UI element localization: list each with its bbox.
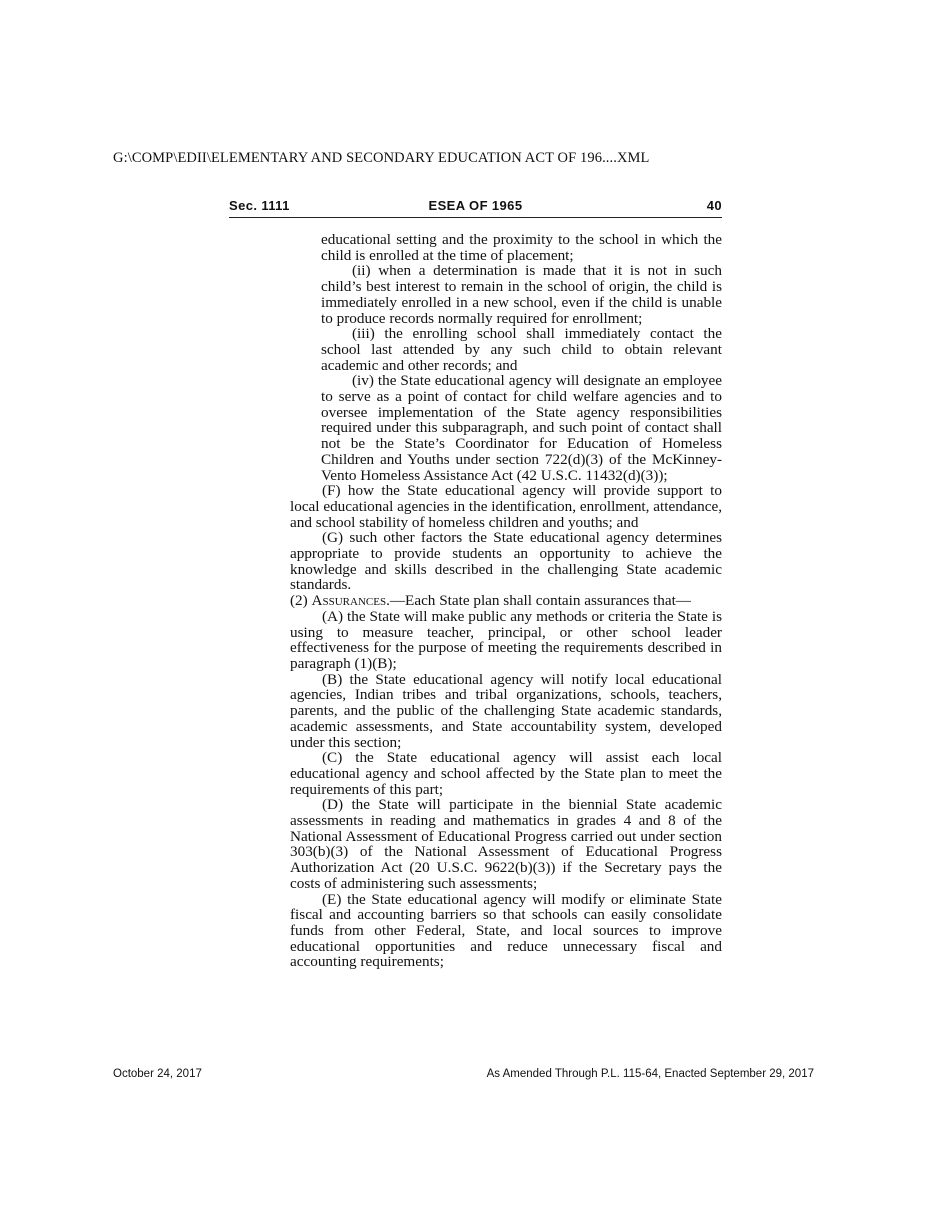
clause-iv: (iv) the State educational agency will designate an employee to serve as a point of contact for child welfare agencies and to oversee implementation of the State agency responsibilities required under this subparagraph, and such point of contact shall not be the State’s Coordinator for Education of Homeless Children and Youths under section 722(d)(3) of the McKinney-Vento Homeless Assistance Act (42 U.S.C. 11432(d)(3)); bbox=[321, 372, 722, 484]
subparagraph-c: (C) the State educational agency will assist each local educational agency and school affected by the State plan to meet the requirements of this part; bbox=[290, 749, 722, 798]
clause-ii: (ii) when a determination is made that it is not in such child’s best interest to remain in the school of origin, the child is immediately enrolled in a new school, even if the child is unable to produce records normally required for enrollment; bbox=[321, 262, 722, 327]
subparagraph-e: (E) the State educational agency will modify or eliminate State fiscal and accounting barriers so that schools can easily consolidate funds from other Federal, State, and local sources to improve educational opportunities and reduce unnecessary fiscal and accounting requirements; bbox=[290, 890, 722, 971]
paragraph-continuation: educational setting and the proximity to the school in which the child is enrolled at the time of placement; bbox=[321, 231, 722, 264]
subparagraph-d: (D) the State will participate in the biennial State academic assessments in reading and mathematics in grades 4 and 8 of the National Assessment of Educational Progress carried out under section 303(b)(3) of the National Assessment of Educational Progress Authorization Act (20 U.S.C. 9622(b)(3)) if the Secretary pays the costs of administering such assessments; bbox=[290, 796, 722, 892]
subparagraph-g: (G) such other factors the State educational agency determines appropriate to provide students an opportunity to achieve the knowledge and skills described in the challenging State academic standards. bbox=[290, 529, 722, 594]
paragraph-heading: Assurances bbox=[311, 592, 387, 610]
footer-amended-note: As Amended Through P.L. 115-64, Enacted September 29, 2017 bbox=[486, 1068, 814, 1080]
subparagraph-a: (A) the State will make public any methods or criteria the State is using to measure teacher, principal, or other school leader effectiveness for the purpose of meeting the requirements described in paragraph (1)(B); bbox=[290, 607, 722, 672]
section-number: Sec. 1111 bbox=[229, 198, 290, 213]
page-number: 40 bbox=[706, 198, 722, 213]
document-title: ESEA OF 1965 bbox=[428, 198, 523, 213]
clause-iii: (iii) the enrolling school shall immediately contact the school last attended by any such child to obtain relevant academic and other records; and bbox=[321, 325, 722, 374]
paragraph-number: (2) bbox=[290, 592, 312, 610]
paragraph-text: .—Each State plan shall contain assurances that— bbox=[386, 592, 691, 610]
footer-date: October 24, 2017 bbox=[113, 1068, 202, 1080]
file-path: G:\COMP\EDII\ELEMENTARY AND SECONDARY EDUCATION ACT OF 196....XML bbox=[113, 150, 650, 166]
paragraph-2-assurances bbox=[258, 593, 722, 609]
subparagraph-b: (B) the State educational agency will notify local educational agencies, Indian tribes and tribal organizations, schools, teachers, parents, and the public of the challenging State academic standards, academic assessments, and State accountability system, developed under this section; bbox=[290, 670, 722, 751]
statute-text bbox=[258, 232, 722, 970]
subparagraph-f: (F) how the State educational agency will provide support to local educational agencies in the identification, enrollment, attendance, and school stability of homeless children and youths; and bbox=[290, 482, 722, 531]
running-head bbox=[229, 197, 722, 218]
